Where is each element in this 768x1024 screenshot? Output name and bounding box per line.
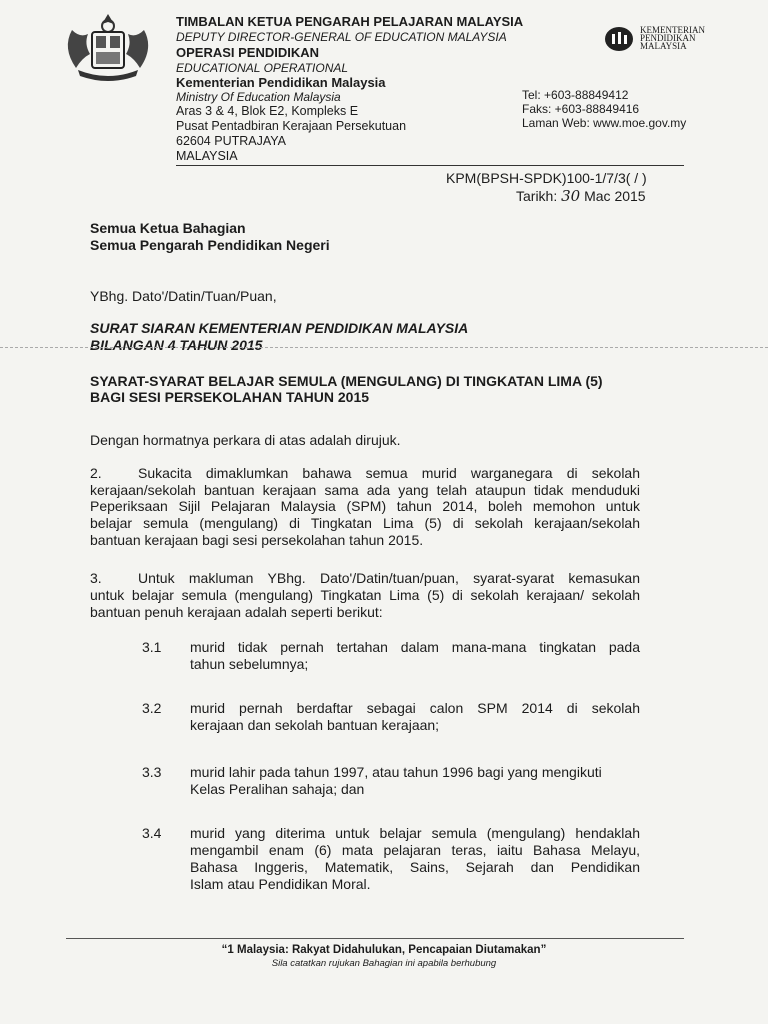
coat-of-arms-icon: [58, 10, 158, 85]
paragraph-2-number: 2.: [90, 465, 102, 481]
paragraph-2-first-line: Sukacita dimaklumkan bahawa semua murid warganegara di sekolah: [138, 465, 640, 481]
subject-line: SYARAT-SYARAT BELAJAR SEMULA (MENGULANG) DI TINGKATAN LIMA (5): [90, 373, 603, 389]
contact-web: Laman Web: www.moe.gov.my: [522, 116, 687, 130]
address-line: Pusat Pentadbiran Kerajaan Persekutuan: [176, 119, 407, 133]
header-ministry-en: Ministry Of Education Malaysia: [176, 90, 341, 104]
address-line: 62604 PUTRAJAYA: [176, 134, 287, 148]
ministry-logo-icon: [604, 26, 634, 52]
reference-number: KPM(BPSH-SPDK)100-1/7/3( / ): [446, 170, 647, 186]
item-number: 3.1: [142, 639, 162, 655]
subject-line: BAGI SESI PERSEKOLAHAN TAHUN 2015: [90, 389, 370, 405]
item-number: 3.3: [142, 764, 162, 780]
header-title-ms: TIMBALAN KETUA PENGARAH PELAJARAN MALAYSIA: [176, 14, 524, 29]
logo-text-line: KEMENTERIAN: [640, 25, 705, 35]
date-label: Tarikh:: [516, 188, 558, 204]
paragraph-2-line: bantuan kerajaan bagi sesi persekolahan tahun 2015.: [90, 532, 424, 548]
header-title-en: DEPUTY DIRECTOR-GENERAL OF EDUCATION MALAYSIA: [176, 30, 507, 44]
item-number: 3.2: [142, 700, 162, 716]
item-number: 3.4: [142, 825, 162, 841]
paragraph-3-number: 3.: [90, 570, 102, 586]
salutation: YBhg. Dato'/Datin/Tuan/Puan,: [90, 288, 277, 304]
circular-title: SURAT SIARAN KEMENTERIAN PENDIDIKAN MALAYSIA: [90, 320, 469, 336]
scan-artifact-line: [0, 347, 768, 348]
contact-fax: Faks: +603-88849416: [522, 102, 640, 116]
header-divider: [176, 165, 684, 166]
reference-date: [516, 187, 646, 205]
footer-divider: [66, 938, 684, 939]
paragraph-3-line: untuk belajar semula (mengulang) Tingkatan Lima (5) di sekolah kerajaan/ sekolah: [90, 587, 640, 603]
date-day: 30: [561, 187, 581, 205]
item-text: Bahasa Inggeris, Matematik, Sains, Sejarah dan Pendidikan: [190, 859, 640, 875]
paragraph-3-line: bantuan penuh kerajaan adalah seperti berikut:: [90, 604, 383, 620]
logo-text-line: MALAYSIA: [640, 41, 687, 51]
logo-text-line: PENDIDIKAN: [640, 33, 696, 43]
paragraph-2-line: kerajaan/sekolah bantuan kerajaan sama ada yang telah ataupun tidak menduduki: [90, 482, 640, 498]
footer-motto: “1 Malaysia: Rakyat Didahulukan, Pencapaian Diutamakan”: [221, 944, 547, 956]
item-text: murid pernah berdaftar sebagai calon SPM 2014 di sekolah: [190, 700, 640, 716]
header-division-ms: OPERASI PENDIDIKAN: [176, 45, 320, 60]
item-text: Islam atau Pendidikan Moral.: [190, 876, 371, 892]
item-text: murid yang diterima untuk belajar semula (mengulang) hendaklah: [190, 825, 640, 841]
paragraph-2-line: Peperiksaan Sijil Pelajaran Malaysia (SPM) tahun 2014, boleh memohon untuk: [90, 498, 640, 514]
contact-tel: Tel: +603-88849412: [522, 88, 629, 102]
item-text: kerajaan dan sekolah bantuan kerajaan;: [190, 717, 440, 733]
item-text: murid tidak pernah tertahan dalam mana-mana tingkatan pada: [190, 639, 640, 655]
header-division-en: EDUCATIONAL OPERATIONAL: [176, 61, 349, 75]
paragraph-2-line: belajar semula (mengulang) di Tingkatan Lima (5) di sekolah kerajaan/sekolah: [90, 515, 640, 531]
item-text: mengambil enam (6) mata pelajaran teras, iaitu Bahasa Melayu,: [190, 842, 640, 858]
paragraph-1: Dengan hormatnya perkara di atas adalah dirujuk.: [90, 432, 401, 448]
header-ministry-ms: Kementerian Pendidikan Malaysia: [176, 75, 386, 90]
item-text: tahun sebelumnya;: [190, 656, 309, 672]
paragraph-3-first-line: Untuk makluman YBhg. Dato'/Datin/tuan/puan, syarat-syarat kemasukan: [138, 570, 640, 586]
address-line: Aras 3 & 4, Blok E2, Kompleks E: [176, 104, 359, 118]
footer-note: Sila catatkan rujukan Bahagian ini apabila berhubung: [271, 958, 497, 969]
date-month-year: Mac 2015: [584, 188, 646, 204]
circular-number: BILANGAN 4 TAHUN 2015: [90, 337, 263, 353]
item-text: Kelas Peralihan sahaja; dan: [190, 781, 365, 797]
address-line: MALAYSIA: [176, 149, 238, 163]
recipient-line: Semua Pengarah Pendidikan Negeri: [90, 237, 330, 253]
item-text: murid lahir pada tahun 1997, atau tahun 1996 bagi yang mengikuti: [190, 764, 602, 780]
recipient-line: Semua Ketua Bahagian: [90, 220, 246, 236]
